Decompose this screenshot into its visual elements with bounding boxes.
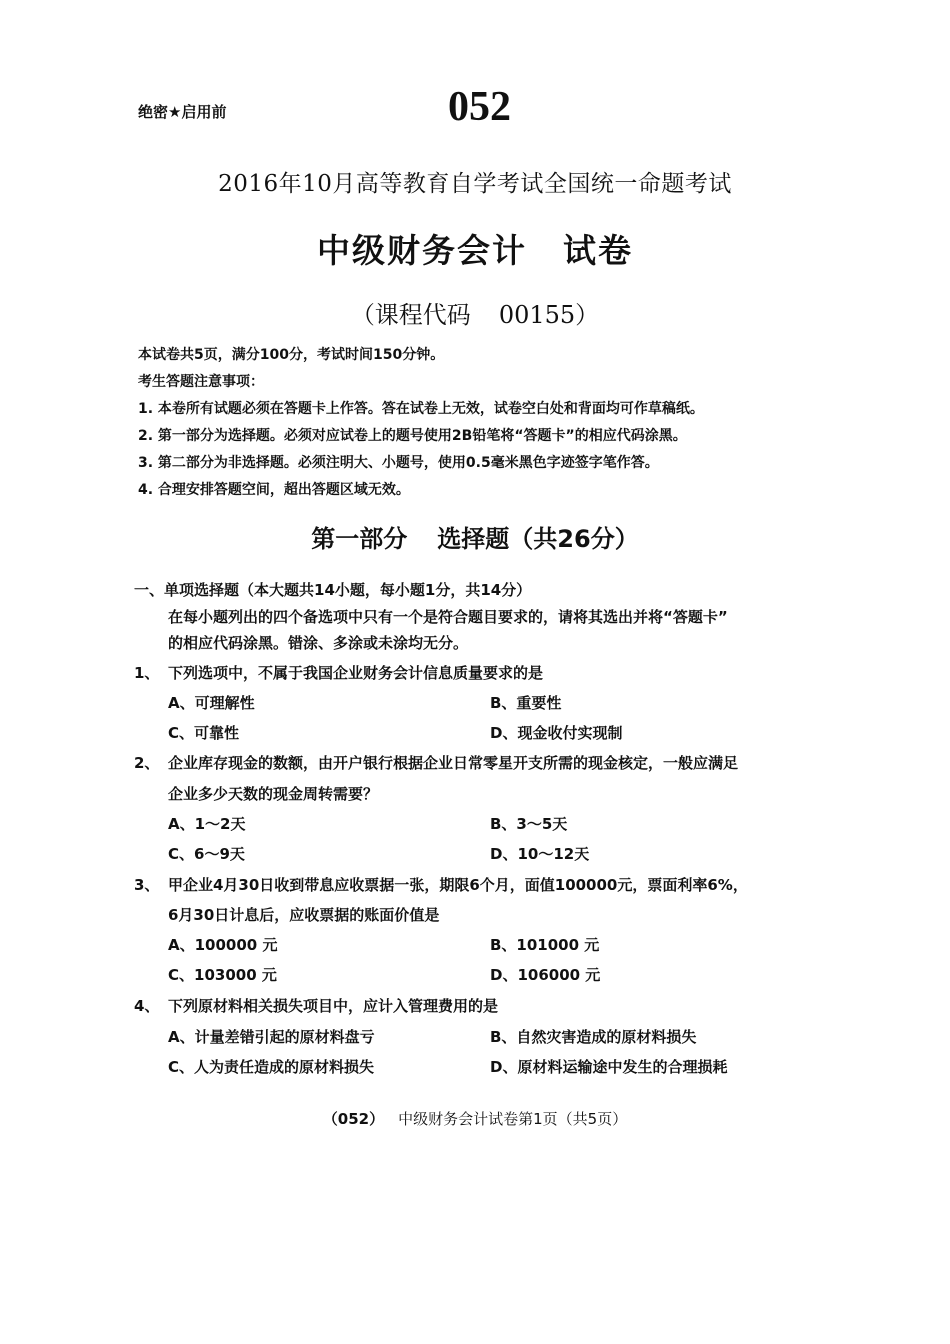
question-number: 2、 bbox=[134, 754, 160, 772]
page-footer bbox=[0, 1108, 950, 1129]
option-c: C、6～9天 bbox=[168, 845, 245, 863]
option-b: B、101000 元 bbox=[490, 936, 600, 954]
question-text: 企业库存现金的数额，由开户银行根据企业日常零星开支所需的现金核定，一般应满足 bbox=[168, 754, 739, 772]
question-text: 下列选项中，不属于我国企业财务会计信息质量要求的是 bbox=[168, 664, 544, 682]
footer-text: 中级财务会计试卷第1页（共5页） bbox=[398, 1110, 628, 1128]
option-b: B、重要性 bbox=[490, 694, 562, 712]
option-a: A、1～2天 bbox=[168, 815, 246, 833]
paper-title-suffix: 试卷 bbox=[563, 231, 633, 270]
option-a: A、可理解性 bbox=[168, 694, 255, 712]
option-d: D、现金收付实现制 bbox=[490, 724, 623, 742]
paper-title bbox=[0, 225, 950, 272]
option-d: D、10～12天 bbox=[490, 845, 590, 863]
confidential-label: 绝密★启用前 bbox=[138, 103, 227, 121]
question-text: 6月30日计息后，应收票据的账面价值是 bbox=[168, 906, 440, 924]
option-b: B、自然灾害造成的原材料损失 bbox=[490, 1028, 697, 1046]
course-code-label: （课程代码 bbox=[350, 301, 471, 329]
option-a: A、计量差错引起的原材料盘亏 bbox=[168, 1028, 375, 1046]
part-one-title-left: 第一部分 bbox=[311, 525, 408, 553]
paper-title-main: 中级财务会计 bbox=[317, 231, 527, 270]
exam-title: 2016年10月高等教育自学考试全国统一命题考试 bbox=[218, 171, 732, 197]
paper-code: 052 bbox=[448, 84, 511, 130]
option-b: B、3～5天 bbox=[490, 815, 568, 833]
footer-code: （052） bbox=[322, 1110, 385, 1128]
question-number: 1、 bbox=[134, 664, 160, 682]
notice-item: 1. 本卷所有试题必须在答题卡上作答。答在试卷上无效，试卷空白处和背面均可作草稿纸。 bbox=[138, 401, 704, 417]
notice-item: 3. 第二部分为非选择题。必须注明大、小题号，使用0.5毫米黑色字迹签字笔作答。 bbox=[138, 455, 659, 471]
option-a: A、100000 元 bbox=[168, 936, 278, 954]
section-description: 的相应代码涂黑。错涂、多涂或未涂均无分。 bbox=[168, 634, 469, 652]
section-heading: 一、单项选择题（本大题共14小题，每小题1分，共14分） bbox=[134, 581, 532, 599]
option-d: D、原材料运输途中发生的合理损耗 bbox=[490, 1058, 728, 1076]
course-code-value: 00155） bbox=[498, 301, 600, 329]
section-description: 在每小题列出的四个备选项中只有一个是符合题目要求的，请将其选出并将“答题卡” bbox=[168, 608, 728, 626]
question-number: 4、 bbox=[134, 997, 160, 1015]
part-one-title-right: 选择题（共26分） bbox=[437, 525, 639, 553]
course-code bbox=[0, 295, 950, 330]
notice-item: 2. 第一部分为选择题。必须对应试卷上的题号使用2B铅笔将“答题卡”的相应代码涂黑。 bbox=[138, 428, 687, 444]
question-text: 甲企业4月30日收到带息应收票据一张，期限6个月，面值100000元，票面利率6%， bbox=[168, 876, 748, 894]
question-number: 3、 bbox=[134, 876, 160, 894]
paper-summary: 本试卷共5页，满分100分，考试时间150分钟。 bbox=[138, 347, 445, 363]
notice-heading: 考生答题注意事项： bbox=[138, 374, 264, 390]
option-d: D、106000 元 bbox=[490, 966, 601, 984]
option-c: C、103000 元 bbox=[168, 966, 277, 984]
part-one-title bbox=[0, 519, 950, 554]
option-c: C、可靠性 bbox=[168, 724, 240, 742]
question-text: 下列原材料相关损失项目中，应计入管理费用的是 bbox=[168, 997, 499, 1015]
question-text: 企业多少天数的现金周转需要？ bbox=[168, 785, 379, 803]
notice-item: 4. 合理安排答题空间，超出答题区域无效。 bbox=[138, 482, 410, 498]
option-c: C、人为责任造成的原材料损失 bbox=[168, 1058, 375, 1076]
